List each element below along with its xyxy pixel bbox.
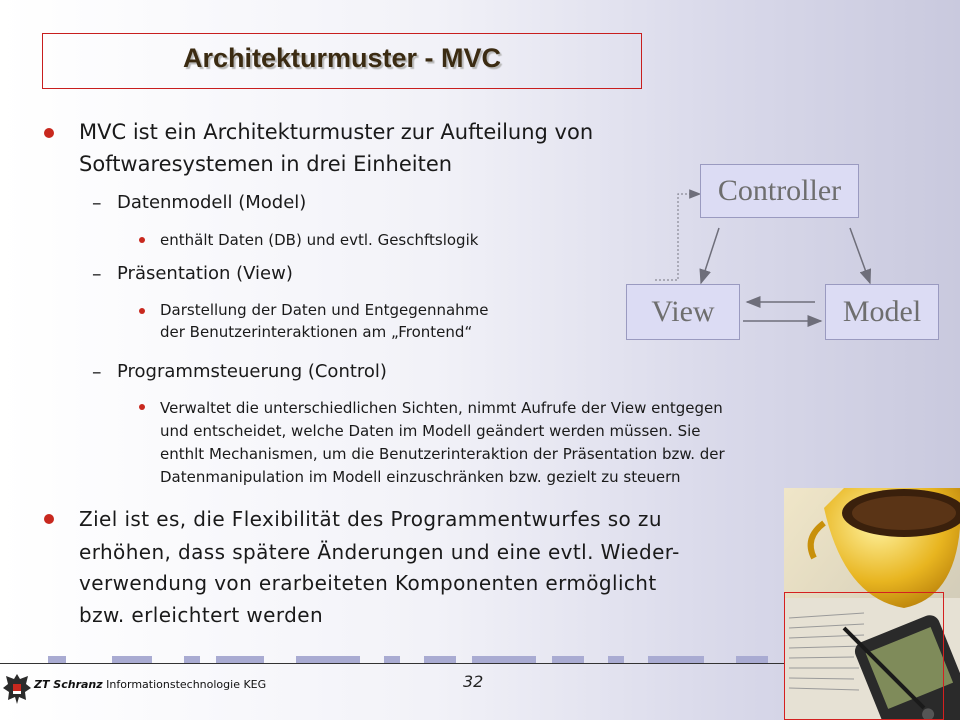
- footer-divider: [0, 663, 784, 664]
- sub-item-view-detail-2: der Benutzerinteraktionen am „Frontend“: [160, 323, 473, 341]
- footer-company: [34, 678, 266, 691]
- decorative-frame: [784, 592, 944, 720]
- view-box: [626, 284, 740, 340]
- title-frame: [42, 33, 642, 89]
- bullet2-line2: erhöhen, dass spätere Änderungen und eine evtl. Wieder-: [79, 540, 680, 564]
- bullet-dot: [139, 308, 145, 314]
- sub-item-control-detail-1: Verwaltet die unterschiedlichen Sichten, nimmt Aufrufe der View entgegen: [160, 399, 723, 417]
- sub-item-view-detail-1: Darstellung der Daten und Entgegennahme: [160, 301, 489, 319]
- sub-item-control-detail-4: Datenmanipulation im Modell einzuschränken bzw. gezielt zu steuern: [160, 468, 681, 486]
- bullet1-line2: Softwaresystemen in drei Einheiten: [79, 152, 453, 176]
- dash-marker: –: [92, 192, 102, 214]
- dash-marker: –: [92, 361, 102, 383]
- model-label: Model: [842, 295, 922, 328]
- sub-item-control: Programmsteuerung (Control): [117, 361, 387, 382]
- sub-item-model: Datenmodell (Model): [117, 192, 307, 213]
- dash-marker: –: [92, 263, 102, 285]
- footer-company-rest: Informationstechnologie KEG: [106, 678, 267, 691]
- bullet2-line1: Ziel ist es, die Flexibilität des Programmentwurfes so zu: [79, 507, 662, 531]
- page-number: 32: [463, 672, 484, 691]
- bullet2-line4: bzw. erleichtert werden: [79, 603, 324, 627]
- slide-title: Architekturmuster - MVC: [182, 43, 502, 73]
- model-box: [825, 284, 939, 340]
- sub-item-control-detail-2: und entscheidet, welche Daten im Modell geändert werden müssen. Sie: [160, 422, 701, 440]
- sub-item-model-detail: enthält Daten (DB) und evtl. Geschftslogik: [160, 231, 479, 249]
- view-label: View: [651, 295, 715, 328]
- bullet-dot: [139, 237, 145, 243]
- bullet1-line1: MVC ist ein Architekturmuster zur Aufteilung von: [79, 120, 594, 144]
- footer-company-name: ZT Schranz: [34, 678, 103, 691]
- controller-box: [700, 164, 859, 218]
- sub-item-control-detail-3: enthlt Mechanismen, um die Benutzerinteraktion der Präsentation bzw. der: [160, 445, 725, 463]
- sub-item-view: Präsentation (View): [117, 263, 293, 284]
- controller-label: Controller: [717, 174, 842, 207]
- bullet-dot: [44, 128, 54, 138]
- bullet-dot: [139, 404, 145, 410]
- eagle-crest-icon: [2, 670, 32, 708]
- bullet-dot: [44, 514, 54, 524]
- bullet2-line3: verwendung von erarbeiteten Komponenten ermöglicht: [79, 571, 657, 595]
